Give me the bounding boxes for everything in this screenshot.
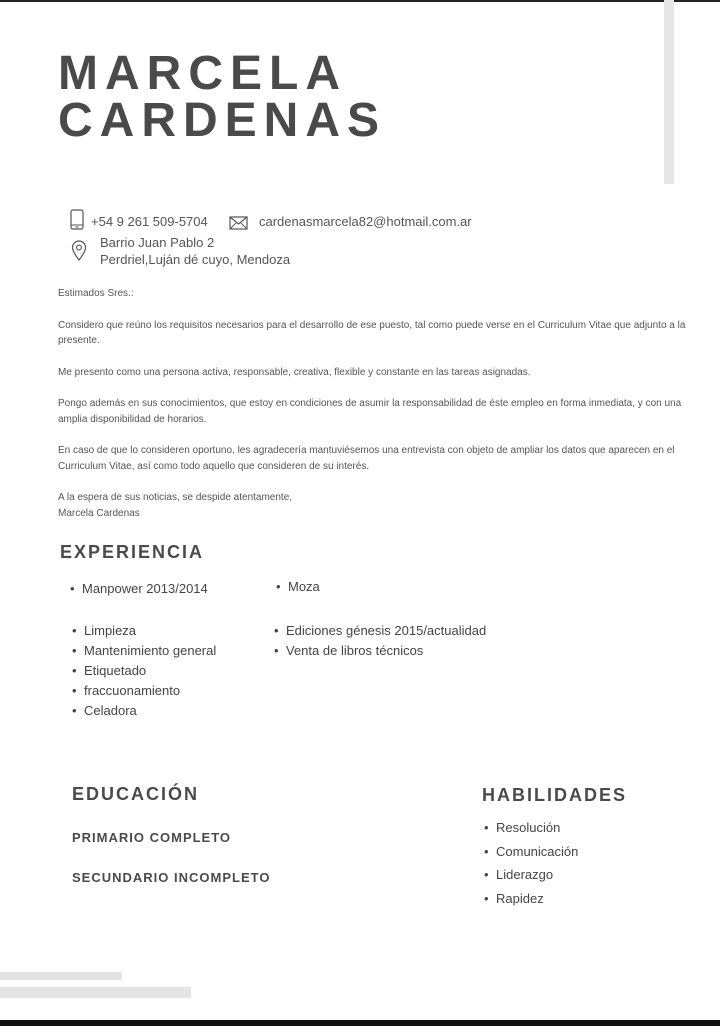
bottom-border-line bbox=[0, 1020, 720, 1026]
header-name bbox=[58, 47, 387, 147]
list-item: • Limpieza bbox=[72, 621, 216, 641]
cover-letter bbox=[58, 286, 698, 521]
list-item: • Mantenimiento general bbox=[72, 641, 216, 661]
list-item: • Ediciones génesis 2015/actualidad bbox=[274, 621, 486, 641]
list-item: • Moza bbox=[276, 577, 320, 597]
letter-paragraph: En caso de que lo consideren oportuno, les agradecería mantuviésemos una entrevista con objeto de ampliar los datos que aparecen en el Curriculum Vitae, así como todo aquello que consideren de su interés. bbox=[58, 445, 675, 472]
phone-icon bbox=[70, 209, 84, 230]
letter-closing: A la espera de sus noticias, se despide atentamente, bbox=[58, 492, 293, 503]
address-line-2: Perdriel,Luján dé cuyo, Mendoza bbox=[100, 252, 291, 267]
list-item: • Celadora bbox=[72, 701, 216, 721]
educacion-item: PRIMARIO COMPLETO bbox=[72, 830, 232, 845]
top-border-line bbox=[0, 0, 720, 2]
address bbox=[100, 234, 290, 268]
experiencia-col2-header bbox=[276, 577, 320, 597]
letter-paragraph: Me presento como una persona activa, responsable, creativa, flexible y constante en las tareas asignadas. bbox=[58, 366, 531, 378]
letter-paragraph: Considero que reúno los requisitos necesarios para el desarrollo de ese puesto, tal como puede verse en el Curriculum Vitae que adjunto a la presente. bbox=[58, 319, 686, 346]
list-item: • Etiquetado bbox=[72, 661, 216, 681]
name-first-line: MARCELA bbox=[58, 47, 347, 100]
letter-greeting: Estimados Sres.: bbox=[58, 288, 134, 299]
list-item: • Comunicación bbox=[484, 840, 578, 864]
experiencia-heading: EXPERIENCIA bbox=[60, 542, 205, 562]
list-item: • Rapidez bbox=[484, 887, 578, 911]
list-item: • fraccuonamiento bbox=[72, 681, 216, 701]
decorative-bar bbox=[0, 987, 191, 998]
letter-paragraph: Pongo además en sus conocimientos, que estoy en condiciones de asumir la responsabilidad de éste empleo en forma inmediata, y con una amplia disponibilidad de horarios. bbox=[58, 398, 682, 425]
educacion-heading: EDUCACIÓN bbox=[72, 784, 200, 804]
experiencia-col1-header bbox=[70, 579, 208, 599]
list-item: • Manpower 2013/2014 bbox=[70, 579, 208, 599]
mail-icon bbox=[229, 216, 248, 230]
name-last-line: CARDENAS bbox=[58, 94, 387, 147]
habilidades-list bbox=[484, 816, 578, 910]
letter-signature: Marcela Cardenas bbox=[58, 507, 140, 519]
address-line-1: Barrio Juan Pablo 2 bbox=[100, 235, 215, 250]
habilidades-heading: HABILIDADES bbox=[482, 785, 628, 805]
list-item: • Venta de libros técnicos bbox=[274, 641, 486, 661]
email-address: cardenasmarcela82@hotmail.com.ar bbox=[259, 214, 472, 229]
decorative-side-bar bbox=[664, 0, 674, 184]
list-item: • Resolución bbox=[484, 816, 578, 840]
experiencia-col2-list bbox=[274, 621, 486, 661]
experiencia-col1-list bbox=[72, 621, 216, 721]
educacion-item: SECUNDARIO INCOMPLETO bbox=[72, 870, 271, 885]
decorative-bar bbox=[0, 972, 122, 980]
list-item: • Liderazgo bbox=[484, 863, 578, 887]
location-icon bbox=[71, 240, 87, 261]
phone-number: +54 9 261 509-5704 bbox=[91, 214, 208, 229]
